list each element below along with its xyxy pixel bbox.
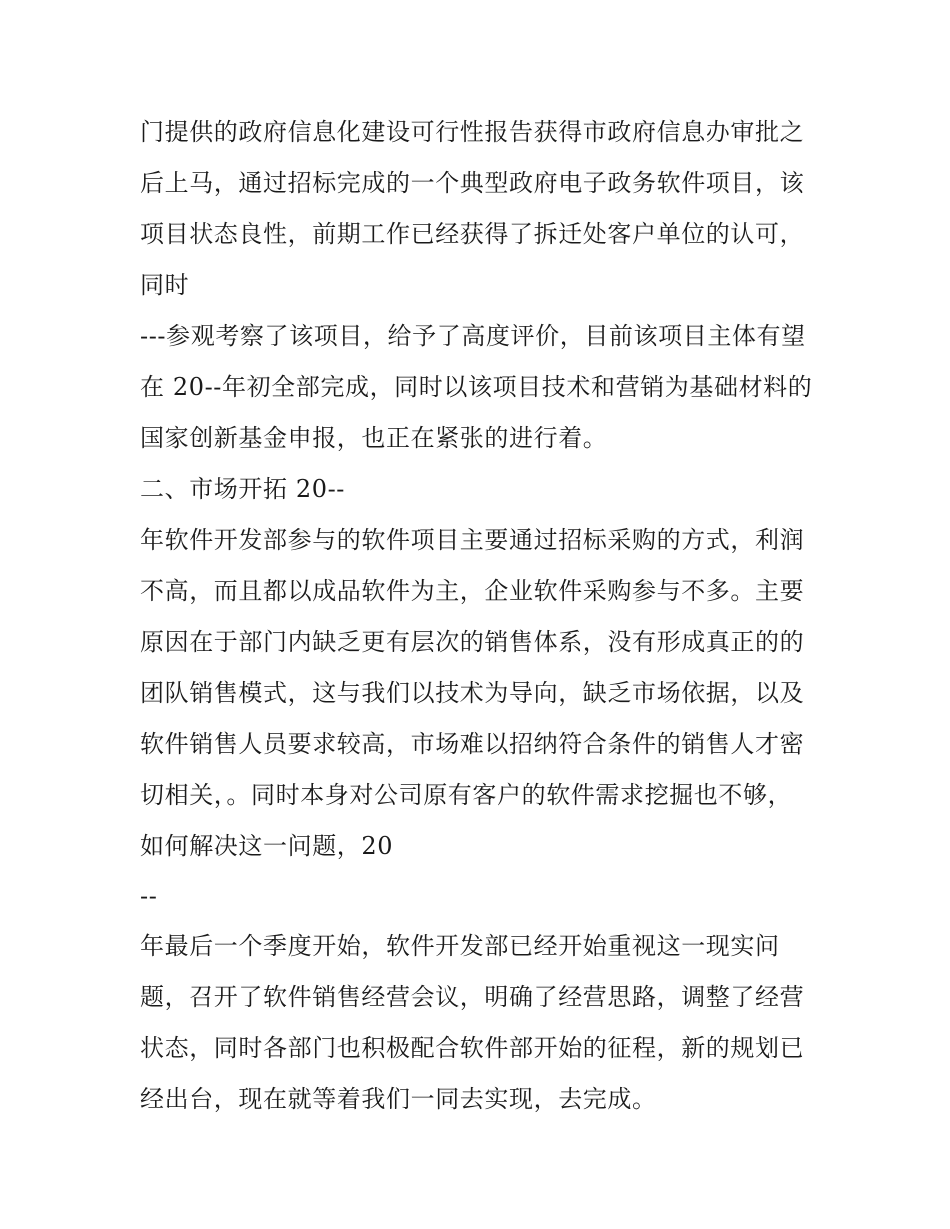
text-line: -- [140, 882, 158, 910]
text-line: 后上马，通过招标完成的一个典型政府电子政务软件项目，该 [140, 169, 805, 197]
text-line: 项目状态良性，前期工作已经获得了拆迁处客户单位的认可， [140, 220, 805, 248]
text-line: 不高，而且都以成品软件为主，企业软件采购参与不多。主要 [140, 577, 805, 605]
text-line: 国家创新基金申报，也正在紧张的进行着。 [140, 424, 608, 452]
text-line: 年最后一个季度开始，软件开发部已经开始重视这一现实问 [140, 932, 780, 960]
text-line: 门提供的政府信息化建设可行性报告获得市政府信息办审批之 [140, 118, 805, 146]
section-heading: 二、市场开拓 20-- [140, 475, 345, 503]
text-line: 在 20--年初全部完成，同时以该项目技术和营销为基础材料的 [140, 373, 813, 401]
text-line: 切相关，。同时本身对公司原有客户的软件需求挖掘也不够， [140, 781, 793, 809]
text-line: ---参观考察了该项目，给予了高度评价，目前该项目主体有望 [140, 322, 806, 350]
text-line: 原因在于部门内缺乏更有层次的销售体系，没有形成真正的的 [140, 628, 805, 656]
text-line: 软件销售人员要求较高，市场难以招纳符合条件的销售人才密 [140, 730, 805, 758]
text-line: 年软件开发部参与的软件项目主要通过招标采购的方式，利润 [140, 526, 805, 554]
text-line: 同时 [140, 271, 190, 299]
text-line: 题，召开了软件销售经营会议，明确了经营思路，调整了经营 [140, 983, 805, 1011]
text-line: 如何解决这一问题，20 [140, 832, 394, 860]
text-line: 状态，同时各部门也积极配合软件部开始的征程，新的规划已 [140, 1034, 805, 1062]
text-line: 团队销售模式，这与我们以技术为导向，缺乏市场依据，以及 [140, 679, 805, 707]
text-line: 经出台，现在就等着我们一同去实现，去完成。 [140, 1085, 657, 1113]
body-text [140, 107, 820, 1125]
